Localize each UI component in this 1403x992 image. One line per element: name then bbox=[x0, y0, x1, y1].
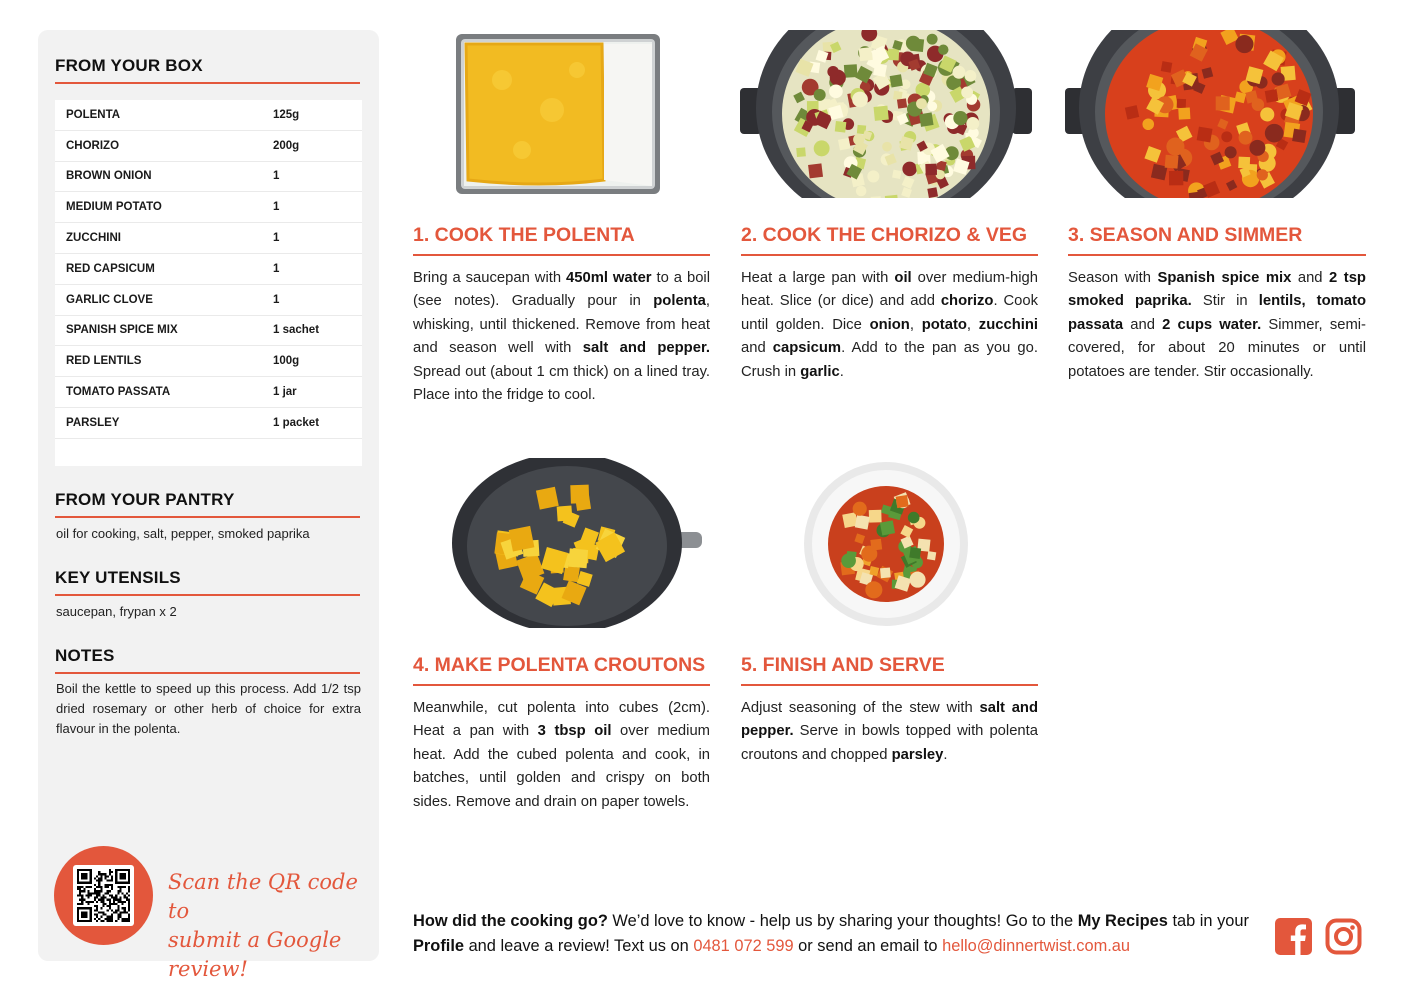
pantry-text: oil for cooking, salt, pepper, smoked paprika bbox=[56, 526, 310, 541]
step-text: Simmer, semi-covered, for about 20 minutes or until potatoes are tender. Stir occasionally. bbox=[1068, 316, 1366, 380]
step-text: Meanwhile, cut polenta into cubes (2cm). Heat a pan with bbox=[413, 700, 710, 740]
ingredient-row bbox=[55, 377, 362, 408]
qr-caption-line1: Scan the QR code to bbox=[168, 870, 358, 923]
step-text: . bbox=[839, 363, 844, 380]
step-key-term: zucchini bbox=[978, 316, 1038, 333]
profile-link[interactable]: Profile bbox=[413, 937, 465, 955]
facebook-icon[interactable] bbox=[1275, 918, 1312, 955]
step1-body bbox=[413, 267, 710, 407]
ingredient-name: ZUCCHINI bbox=[66, 232, 121, 245]
ingredient-qty: 1 bbox=[273, 293, 280, 306]
pantry-divider bbox=[55, 516, 360, 518]
step-key-term: capsicum bbox=[772, 340, 842, 357]
ingredient-row bbox=[55, 254, 362, 285]
notes-title: NOTES bbox=[55, 646, 115, 665]
ingredient-name: GARLIC CLOVE bbox=[66, 293, 153, 306]
ingredient-name: POLENTA bbox=[66, 108, 121, 121]
qr-caption bbox=[168, 868, 379, 984]
step4-title: 4. MAKE POLENTA CROUTONS bbox=[413, 654, 706, 676]
my-recipes-link[interactable]: My Recipes bbox=[1077, 912, 1168, 930]
step-key-term: 3 tbsp oil bbox=[537, 723, 612, 740]
email-link[interactable]: hello@dinnertwist.com.au bbox=[942, 937, 1131, 955]
ingredient-qty: 1 jar bbox=[273, 386, 297, 399]
ingredient-name: CHORIZO bbox=[66, 139, 120, 152]
step-key-term: polenta bbox=[653, 293, 706, 310]
step-text: and bbox=[741, 340, 773, 357]
ingredient-name: RED CAPSICUM bbox=[66, 262, 155, 275]
ingredient-row bbox=[55, 408, 362, 439]
step-text: Serve in bowls topped with polenta croutons and chopped bbox=[741, 723, 1038, 763]
step2-title: 2. COOK THE CHORIZO & VEG bbox=[741, 224, 1028, 246]
feedback-question: How did the cooking go? bbox=[413, 912, 608, 930]
step1-photo-polenta-tray bbox=[452, 30, 664, 198]
ingredient-qty: 1 sachet bbox=[273, 324, 320, 337]
step-text: Spread out (about 1 cm thick) on a lined tray. Place into the fridge to cool. bbox=[413, 363, 710, 404]
step5-body bbox=[741, 697, 1038, 767]
feedback-text-3: and leave a review! Text us on bbox=[464, 937, 694, 955]
step1-title: 1. COOK THE POLENTA bbox=[413, 224, 635, 246]
step-key-term: salt and pepper. bbox=[582, 340, 710, 357]
step-text: Season with bbox=[1068, 270, 1158, 286]
step3-title: 3. SEASON AND SIMMER bbox=[1068, 224, 1303, 246]
feedback-text-2: tab in your bbox=[1167, 912, 1249, 930]
notes-divider bbox=[55, 672, 360, 674]
ingredient-qty: 1 bbox=[273, 170, 280, 183]
box-title: FROM YOUR BOX bbox=[55, 56, 203, 75]
step-key-term: salt and pepper. bbox=[741, 700, 1038, 740]
ingredient-name: RED LENTILS bbox=[66, 355, 142, 368]
feedback-text-4: or send an email to bbox=[793, 937, 943, 955]
step2-photo-chorizo-veg bbox=[740, 30, 1032, 198]
step-text: and bbox=[1291, 270, 1330, 286]
ingredient-qty: 1 bbox=[273, 201, 280, 214]
step4-body bbox=[413, 697, 710, 814]
pantry-title: FROM YOUR PANTRY bbox=[55, 490, 235, 509]
ingredient-name: SPANISH SPICE MIX bbox=[66, 324, 178, 337]
step4-divider bbox=[413, 684, 710, 686]
step3-divider bbox=[1068, 254, 1366, 256]
ingredient-name: MEDIUM POTATO bbox=[66, 201, 162, 214]
step-key-term: 2 tsp smoked paprika. bbox=[1068, 270, 1366, 310]
step-text: over medium heat. Add the cubed polenta and cook, in batches, until golden and crispy on both sides. Remove and drain on paper towels. bbox=[413, 723, 711, 810]
ingredient-row bbox=[55, 346, 362, 377]
step-key-term: garlic bbox=[800, 363, 840, 380]
instagram-icon[interactable] bbox=[1325, 918, 1362, 955]
step5-divider bbox=[741, 684, 1038, 686]
box-title-divider bbox=[55, 82, 360, 84]
step-text: and bbox=[1123, 316, 1163, 333]
notes-text: Boil the kettle to speed up this process. Add 1/2 tsp dried rosemary or other herb of choice for extra flavour in the polenta. bbox=[56, 681, 361, 736]
step5-photo-finished-bowl bbox=[802, 460, 970, 628]
ingredient-qty: 100g bbox=[273, 355, 300, 368]
ingredient-row bbox=[55, 316, 362, 347]
ingredient-qty: 200g bbox=[273, 139, 300, 152]
step-text: , bbox=[909, 316, 922, 333]
step3-body bbox=[1068, 267, 1366, 384]
utensils-divider bbox=[55, 594, 360, 596]
step-text: . Add to the pan as you go. Crush in bbox=[741, 340, 1038, 380]
step-key-term: chorizo bbox=[940, 293, 994, 310]
ingredients-table bbox=[55, 100, 362, 466]
step-text: to a boil (see notes). Gradually pour in bbox=[413, 270, 710, 310]
ingredient-row bbox=[55, 162, 362, 193]
step-text: , whisking, until thickened. Remove from heat and season well with bbox=[413, 293, 710, 357]
step-key-term: Spanish spice mix bbox=[1157, 270, 1292, 286]
ingredient-name: BROWN ONION bbox=[66, 170, 152, 183]
step-text: , bbox=[966, 316, 979, 333]
step3-photo-simmer bbox=[1065, 30, 1357, 198]
step-text: Bring a saucepan with bbox=[413, 270, 567, 286]
ingredient-row bbox=[55, 131, 362, 162]
ingredient-qty: 1 bbox=[273, 232, 280, 245]
qr-code-icon[interactable] bbox=[73, 865, 134, 926]
ingredients-sidebar bbox=[38, 30, 379, 981]
step-text: over medium-high heat. Slice (or dice) and add bbox=[741, 270, 1038, 310]
ingredient-row bbox=[55, 100, 362, 131]
ingredient-name: TOMATO PASSATA bbox=[66, 386, 171, 399]
step-key-term: potato bbox=[921, 316, 967, 333]
ingredient-row bbox=[55, 285, 362, 316]
qr-badge bbox=[54, 846, 153, 945]
ingredient-qty: 1 bbox=[273, 262, 280, 275]
step5-title: 5. FINISH AND SERVE bbox=[741, 654, 945, 676]
feedback-footer bbox=[413, 909, 1263, 959]
step-text: . Cook until golden. Dice bbox=[741, 293, 1038, 333]
step-text: Stir in bbox=[1191, 293, 1259, 310]
ingredient-name: PARSLEY bbox=[66, 416, 120, 429]
utensils-text: saucepan, frypan x 2 bbox=[56, 604, 177, 619]
step1-divider bbox=[413, 254, 710, 256]
step-key-term: parsley bbox=[891, 746, 944, 763]
step-key-term: onion bbox=[869, 316, 910, 333]
feedback-text-1: We’d love to know - help us by sharing your thoughts! Go to the bbox=[607, 912, 1078, 930]
ingredient-qty: 125g bbox=[273, 108, 300, 121]
step-key-term: 450ml water bbox=[566, 270, 652, 286]
phone-link[interactable]: 0481 072 599 bbox=[693, 937, 794, 955]
ingredient-row bbox=[55, 223, 362, 254]
step-key-term: 2 cups water. bbox=[1162, 316, 1262, 333]
step-text: . bbox=[943, 746, 948, 763]
step-text: Adjust seasoning of the stew with bbox=[741, 700, 980, 716]
utensils-title: KEY UTENSILS bbox=[55, 568, 181, 587]
step-key-term: lentils, tomato passata bbox=[1068, 293, 1367, 333]
qr-caption-line2: submit a Google review! bbox=[168, 928, 342, 981]
step2-divider bbox=[741, 254, 1038, 256]
step4-photo-croutons bbox=[452, 458, 704, 628]
step-key-term: oil bbox=[894, 270, 912, 286]
step2-body bbox=[741, 267, 1038, 384]
ingredient-qty: 1 packet bbox=[273, 416, 320, 429]
step-text: Heat a large pan with bbox=[741, 270, 895, 286]
ingredient-row bbox=[55, 192, 362, 223]
